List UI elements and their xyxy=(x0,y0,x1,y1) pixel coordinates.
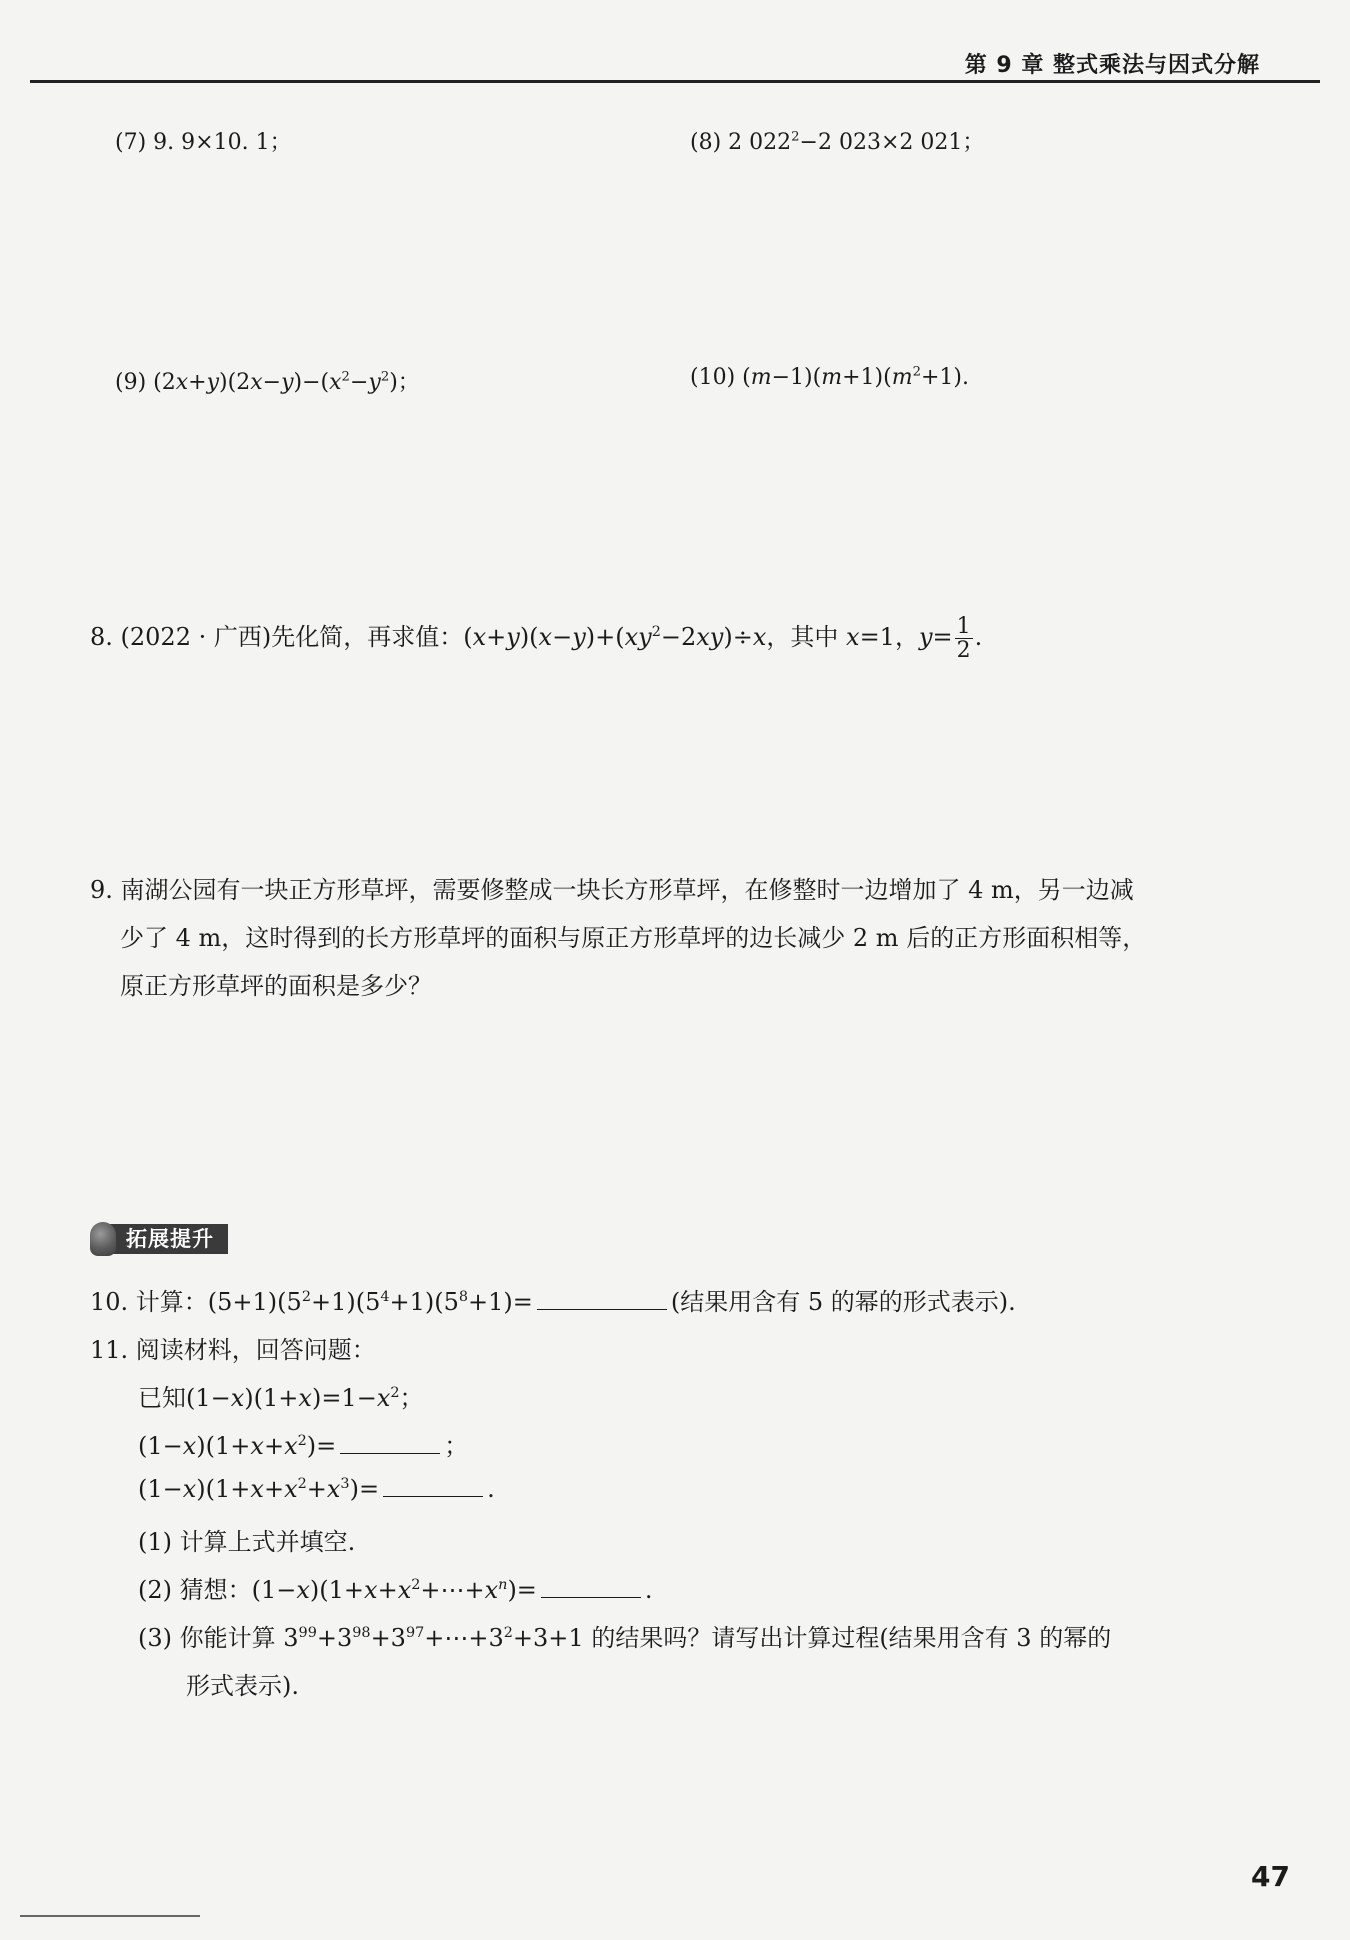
problem-8-exponent: 2 xyxy=(791,129,800,145)
question-11-line-3: $(1-x)(1+x+x^2+x^3)=$ . xyxy=(138,1475,495,1503)
answer-blank[interactable] xyxy=(383,1474,483,1497)
question-11-title: 11. 阅读材料，回答问题： xyxy=(90,1336,376,1364)
question-11-known: 已知$(1-x)(1+x)=1-x^2$； xyxy=(138,1384,424,1412)
question-9-line-2: 少了 4 m，这时得到的长方形草坪的面积与原正方形草坪的边长减少 2 m 后的正方形面积相等， xyxy=(120,924,1147,952)
question-11-sub-2: (2) 猜想：$(1-x)(1+x+x^2+\cdots+x^n)=$ . xyxy=(138,1576,653,1604)
answer-blank[interactable] xyxy=(340,1431,440,1454)
question-9-line-1: 9. 南湖公园有一块正方形草坪，需要修整成一块长方形草坪，在修整时一边增加了 4 m，另一边减 xyxy=(90,876,1134,904)
section-label: 拓展提升 xyxy=(110,1224,228,1254)
question-11-sub-3-line-2: 形式表示). xyxy=(186,1672,299,1700)
question-11-known-prefix: 已知 xyxy=(138,1384,186,1412)
question-11-sub-3-prefix: (3) 你能计算 xyxy=(138,1624,284,1652)
question-10: 10. 计算：$(5+1)(5^2+1)(5^4+1)(5^8+1)=$ (结果用含有 5 的幂的形式表示). xyxy=(90,1288,1016,1316)
question-10-prefix: 10. 计算： xyxy=(90,1288,208,1316)
problem-9: (9) $(2x+y)(2x-y)-(x^2-y^2)$； xyxy=(115,369,420,395)
question-8-tail: ，其中 xyxy=(766,623,847,652)
answer-blank[interactable] xyxy=(541,1575,641,1598)
lightbulb-icon xyxy=(90,1222,116,1256)
problem-10: (10) $(m-1)(m+1)(m^2+1)$. xyxy=(690,364,969,390)
problem-7 xyxy=(115,125,292,156)
question-8: 8. (2022 · 广西)先化简，再求值：$(x+y)(x-y)+(xy^2-2xy)\div x$，其中 x=1，y= $\frac{1}{2}$ . xyxy=(90,614,983,664)
problem-8-rest: −2 023×2 021； xyxy=(799,130,985,155)
bottom-rule xyxy=(20,1915,200,1917)
question-11-sub-1: (1) 计算上式并填空. xyxy=(138,1528,356,1556)
fraction-numerator: 1 xyxy=(956,614,971,639)
answer-blank[interactable] xyxy=(537,1287,667,1310)
section-badge-extension xyxy=(90,1222,228,1256)
problem-8-base: 2 022 xyxy=(728,130,792,155)
chapter-title: 第 9 章 整式乘法与因式分解 xyxy=(964,53,1260,78)
question-10-suffix: (结果用含有 5 的幂的形式表示). xyxy=(670,1288,1016,1316)
problem-7-expression: 9. 9×10. 1； xyxy=(153,130,292,155)
page-header xyxy=(30,40,1320,83)
question-8-prefix: 8. (2022 · 广西)先化简，再求值： xyxy=(90,623,464,652)
problem-8-label: (8) xyxy=(690,130,722,155)
question-11-line-2: $(1-x)(1+x+x^2)=$ ； xyxy=(138,1432,469,1460)
fraction-denominator: 2 xyxy=(956,638,971,664)
question-11-sub-2-prefix: (2) 猜想： xyxy=(138,1576,252,1604)
question-9-line-3: 原正方形草坪的面积是多少？ xyxy=(120,972,432,1000)
problem-7-label: (7) xyxy=(115,130,147,155)
problem-10-label: (10) xyxy=(690,365,736,390)
question-11-sub-3-suffix: 的结果吗？请写出计算过程(结果用含有 3 的幂的 xyxy=(583,1624,1112,1652)
page-number: 47 xyxy=(1251,1860,1290,1893)
problem-9-label: (9) xyxy=(115,370,147,395)
problem-8 xyxy=(690,125,984,156)
fraction-one-half xyxy=(955,615,973,662)
question-11-sub-3-line-1: (3) 你能计算 $3^{99}+3^{98}+3^{97}+\cdots+3^2+3+1$ 的结果吗？请写出计算过程(结果用含有 3 的幂的 xyxy=(138,1624,1112,1652)
